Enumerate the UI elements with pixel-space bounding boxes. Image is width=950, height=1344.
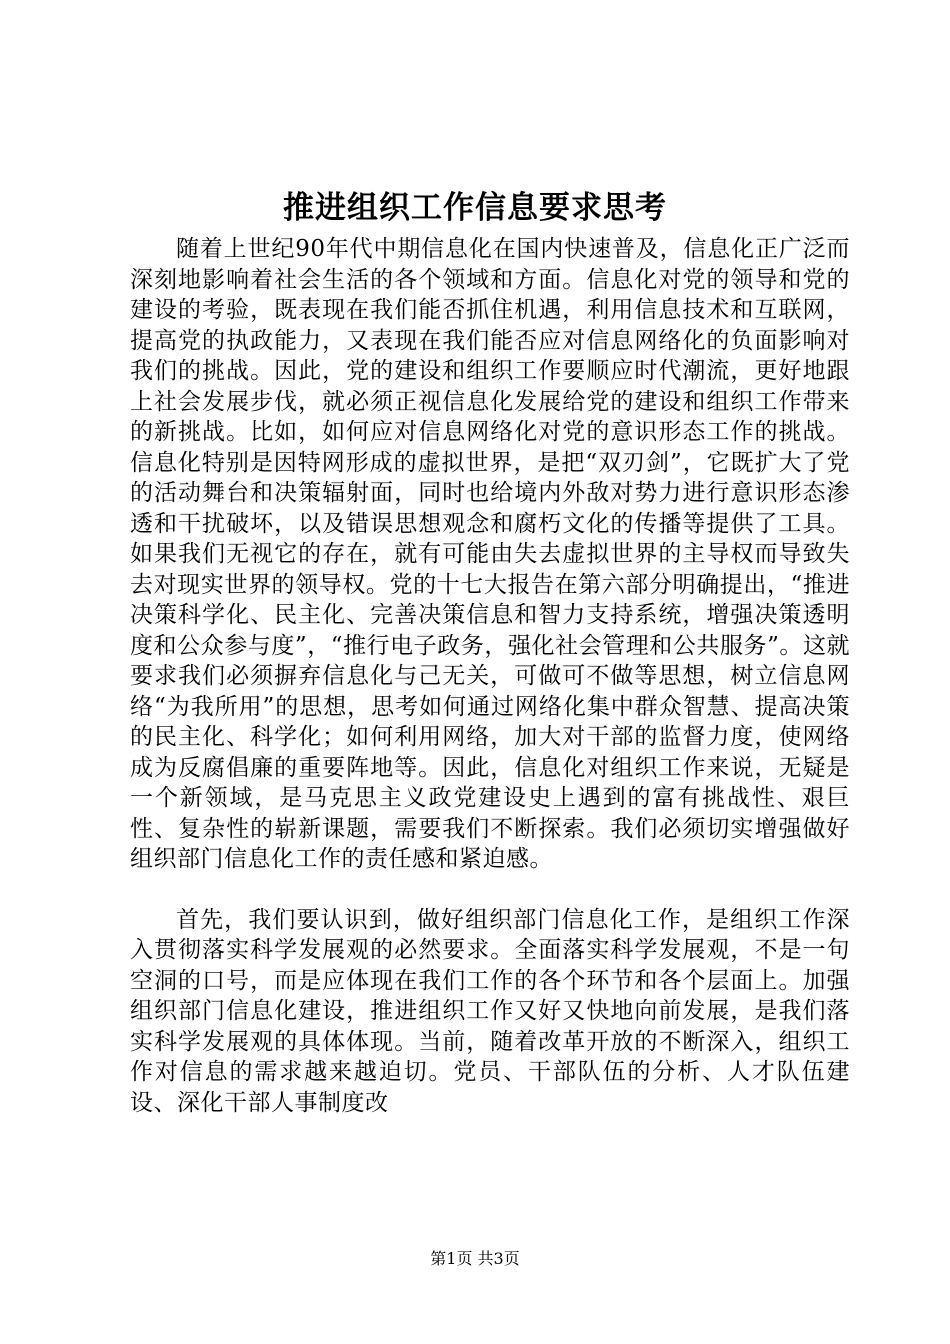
page-number: 第1页 共3页	[430, 1249, 520, 1268]
document-title: 推进组织工作信息要求思考	[283, 190, 667, 226]
paragraph-2: 首先，我们要认识到，做好组织部门信息化工作，是组织工作深入贯彻落实科学发展观的必然要求。全面落实科学发展观，不是一句空洞的口号，而是应体现在我们工作的各个环节和各个层面上。加强组织部门信息化建设，推进组织工作又好又快地向前发展，是我们落实科学发展观的具体体现。当前，随着改革开放的不断深入，组织工作对信息的需求越来越迫切。党员、干部队伍的分析、人才队伍建设、深化干部人事制度改	[130, 906, 850, 1116]
document-body	[130, 234, 850, 1118]
paragraph-1: 随着上世纪90年代中期信息化在国内快速普及，信息化正广泛而深刻地影响着社会生活的各个领域和方面。信息化对党的领导和党的建设的考验，既表现在我们能否抓住机遇，利用信息技术和互联网，提高党的执政能力，又表现在我们能否应对信息网络化的负面影响对我们的挑战。因此，党的建设和组织工作要顺应时代潮流，更好地跟上社会发展步伐，就必须正视信息化发展给党的建设和组织工作带来的新挑战。比如，如何应对信息网络化对党的意识形态工作的挑战。信息化特别是因特网形成的虚拟世界，是把“双刃剑”，它既扩大了党的活动舞台和决策辐射面，同时也给境内外敌对势力进行意识形态渗透和干扰破坏，以及错误思想观念和腐朽文化的传播等提供了工具。如果我们无视它的存在，就有可能由失去虚拟世界的主导权而导致失去对现实世界的领导权。党的十七大报告在第六部分明确提出，“推进决策科学化、民主化、完善决策信息和智力支持系统，增强决策透明度和公众参与度”，“推行电子政务，强化社会管理和公共服务”。这就要求我们必须摒弃信息化与己无关，可做可不做等思想，树立信息网络“为我所用”的思想，思考如何通过网络化集中群众智慧、提高决策的民主化、科学化；如何利用网络，加大对干部的监督力度，使网络成为反腐倡廉的重要阵地等。因此，信息化对组织工作来说，无疑是一个新领域，是马克思主义政党建设史上遇到的富有挑战性、艰巨性、复杂性的崭新课题，需要我们不断探索。我们必须切实增强做好组织部门信息化工作的责任感和紧迫感。	[130, 236, 850, 872]
